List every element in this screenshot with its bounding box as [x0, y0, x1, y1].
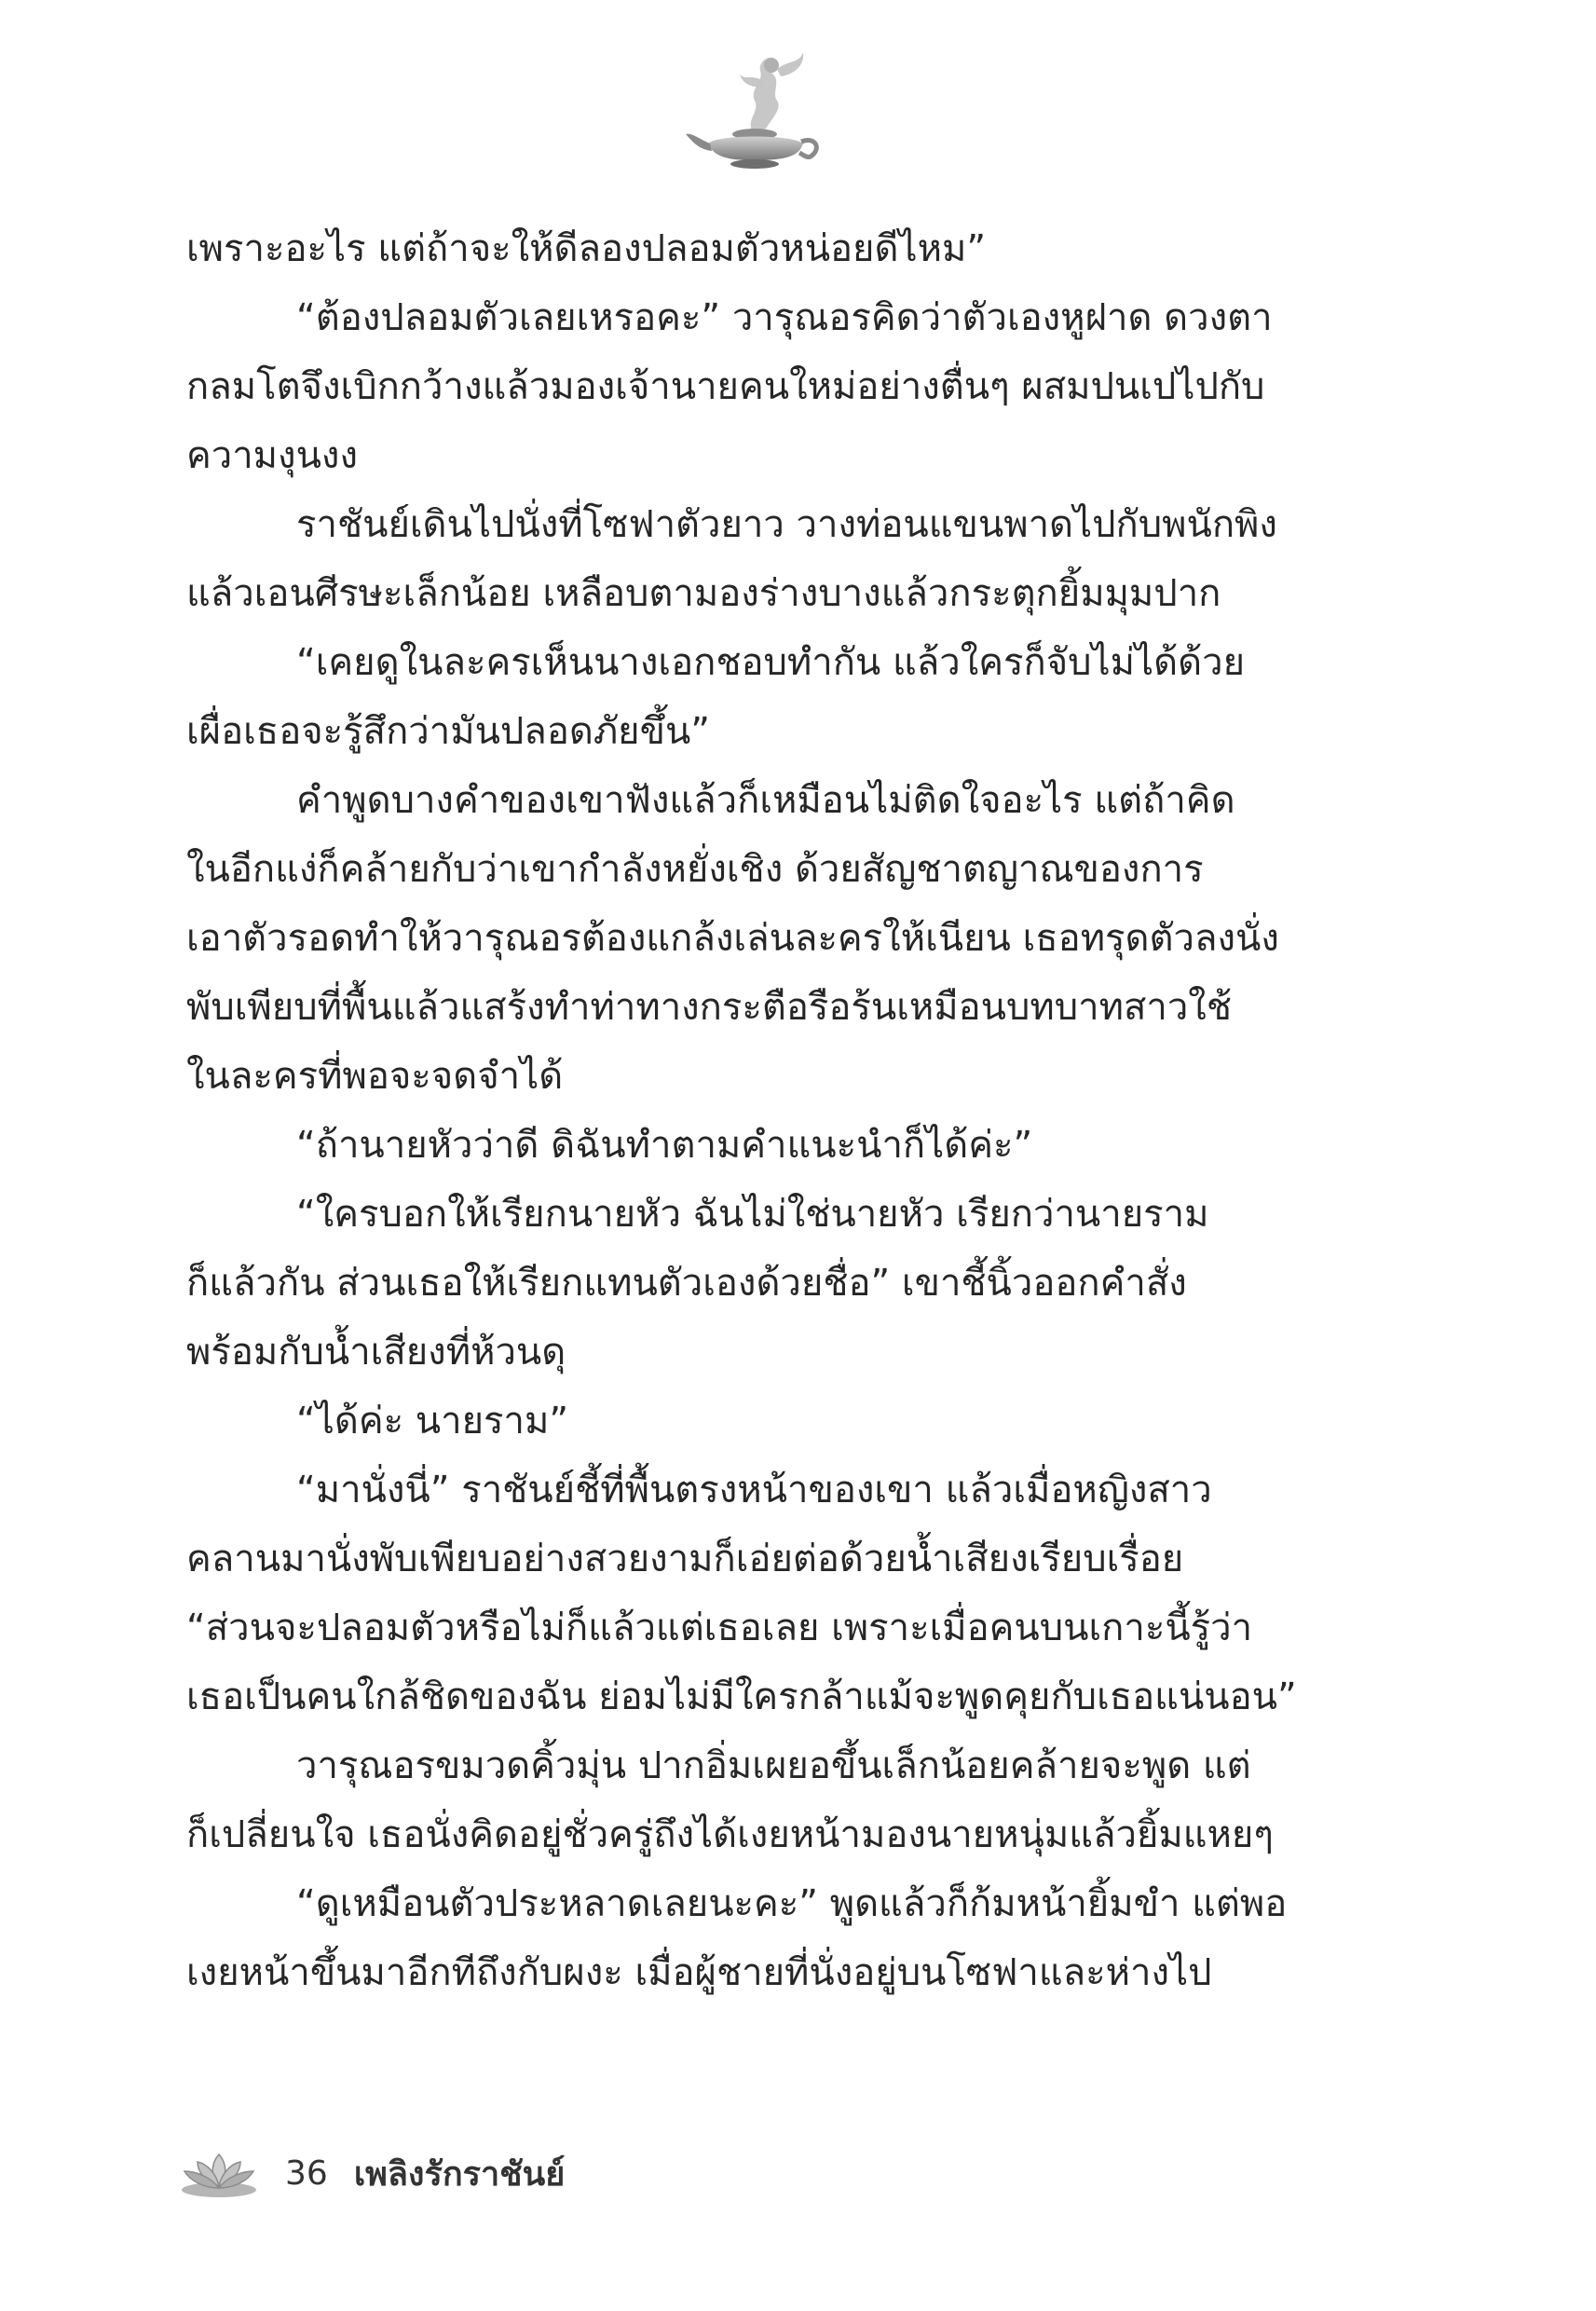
text-line: กลมโตจึงเบิกกว้างแล้วมองเจ้านายคนใหม่อย่างตื่นๆ ผสมปนเปไปกับ — [186, 365, 1265, 408]
text-line: เอาตัวรอดทำให้วารุณอรต้องแกล้งเล่นละครให้เนียน เธอทรุดตัวลงนั่ง — [186, 917, 1279, 960]
page-footer — [177, 2145, 565, 2201]
text-line: วารุณอรขมวดคิ้วมุ่น ปากอิ่มเผยอขึ้นเล็กน้อยคล้ายจะพูด แต่ — [296, 1744, 1251, 1787]
text-line: “เคยดูในละครเห็นนางเอกชอบทำกัน แล้วใครก็จับไม่ได้ด้วย — [296, 641, 1246, 684]
text-line: “ต้องปลอมตัวเลยเหรอคะ” วารุณอรคิดว่าตัวเองหูฝาด ดวงตา — [296, 296, 1273, 339]
text-line: “ใครบอกให้เรียกนายหัว ฉันไม่ใช่นายหัว เรียกว่านายราม — [296, 1193, 1209, 1236]
text-line: “ได้ค่ะ นายราม” — [296, 1400, 569, 1443]
text-line: ในอีกแง่ก็คล้ายกับว่าเขากำลังหยั่งเชิง ด้วยสัญชาตญาณของการ — [186, 848, 1204, 891]
text-line: พับเพียบที่พื้นแล้วแสร้งทำท่าทางกระตือรือร้นเหมือนบทบาทสาวใช้ — [186, 986, 1232, 1029]
text-line: คลานมานั่งพับเพียบอย่างสวยงามก็เอ่ยต่อด้วยน้ำเสียงเรียบเรื่อย — [186, 1538, 1184, 1580]
book-title: เพลิงรักราชันย์ — [353, 2154, 566, 2194]
text-line: ก็แล้วกัน ส่วนเธอให้เรียกแทนตัวเองด้วยชื่อ” เขาชี้นิ้วออกคำสั่ง — [186, 1262, 1187, 1305]
text-line: ก็เปลี่ยนใจ เธอนั่งคิดอยู่ชั่วครู่ถึงได้เงยหน้ามองนายหนุ่มแล้วยิ้มแหยๆ — [186, 1813, 1274, 1856]
text-line: เธอเป็นคนใกล้ชิดของฉัน ย่อมไม่มีใครกล้าแม้จะพูดคุยกับเธอแน่นอน” — [186, 1675, 1297, 1718]
text-line: ในละครที่พอจะจดจำได้ — [186, 1055, 564, 1098]
text-line: ราชันย์เดินไปนั่งที่โซฟาตัวยาว วางท่อนแขนพาดไปกับพนักพิง — [296, 503, 1277, 546]
body-text — [186, 214, 1319, 2007]
text-line: ความงุนงง — [186, 434, 358, 477]
text-line: “ถ้านายหัวว่าดี ดิฉันทำตามคำแนะนำก็ได้ค่ะ” — [296, 1124, 1033, 1167]
text-line: “มานั่งนี่” ราชันย์ชี้ที่พื้นตรงหน้าของเขา แล้วเมื่อหญิงสาว — [296, 1469, 1212, 1511]
text-line: พร้อมกับน้ำเสียงที่ห้วนดุ — [186, 1331, 566, 1374]
text-line: เพราะอะไร แต่ถ้าจะให้ดีลองปลอมตัวหน่อยดีไหม” — [186, 227, 987, 270]
text-line: เผื่อเธอจะรู้สึกว่ามันปลอดภัยขึ้น” — [186, 710, 711, 753]
lotus-flower-icon — [177, 2147, 261, 2199]
page-number: 36 — [285, 2154, 328, 2193]
text-line: แล้วเอนศีรษะเล็กน้อย เหลือบตามองร่างบางแล้วกระตุกยิ้มมุมปาก — [186, 572, 1221, 615]
text-line: เงยหน้าขึ้นมาอีกทีถึงกับผงะ เมื่อผู้ชายที่นั่งอยู่บนโซฟาและห่างไป — [186, 1951, 1212, 1994]
text-line: “ดูเหมือนตัวประหลาดเลยนะคะ” พูดแล้วก็ก้มหน้ายิ้มขำ แต่พอ — [296, 1882, 1288, 1925]
text-line: “ส่วนจะปลอมตัวหรือไม่ก็แล้วแต่เธอเลย เพราะเมื่อคนบนเกาะนี้รู้ว่า — [186, 1607, 1253, 1649]
text-line: คำพูดบางคำของเขาฟังแล้วก็เหมือนไม่ติดใจอะไร แต่ถ้าคิด — [296, 779, 1235, 822]
genie-lamp-icon — [680, 47, 829, 172]
